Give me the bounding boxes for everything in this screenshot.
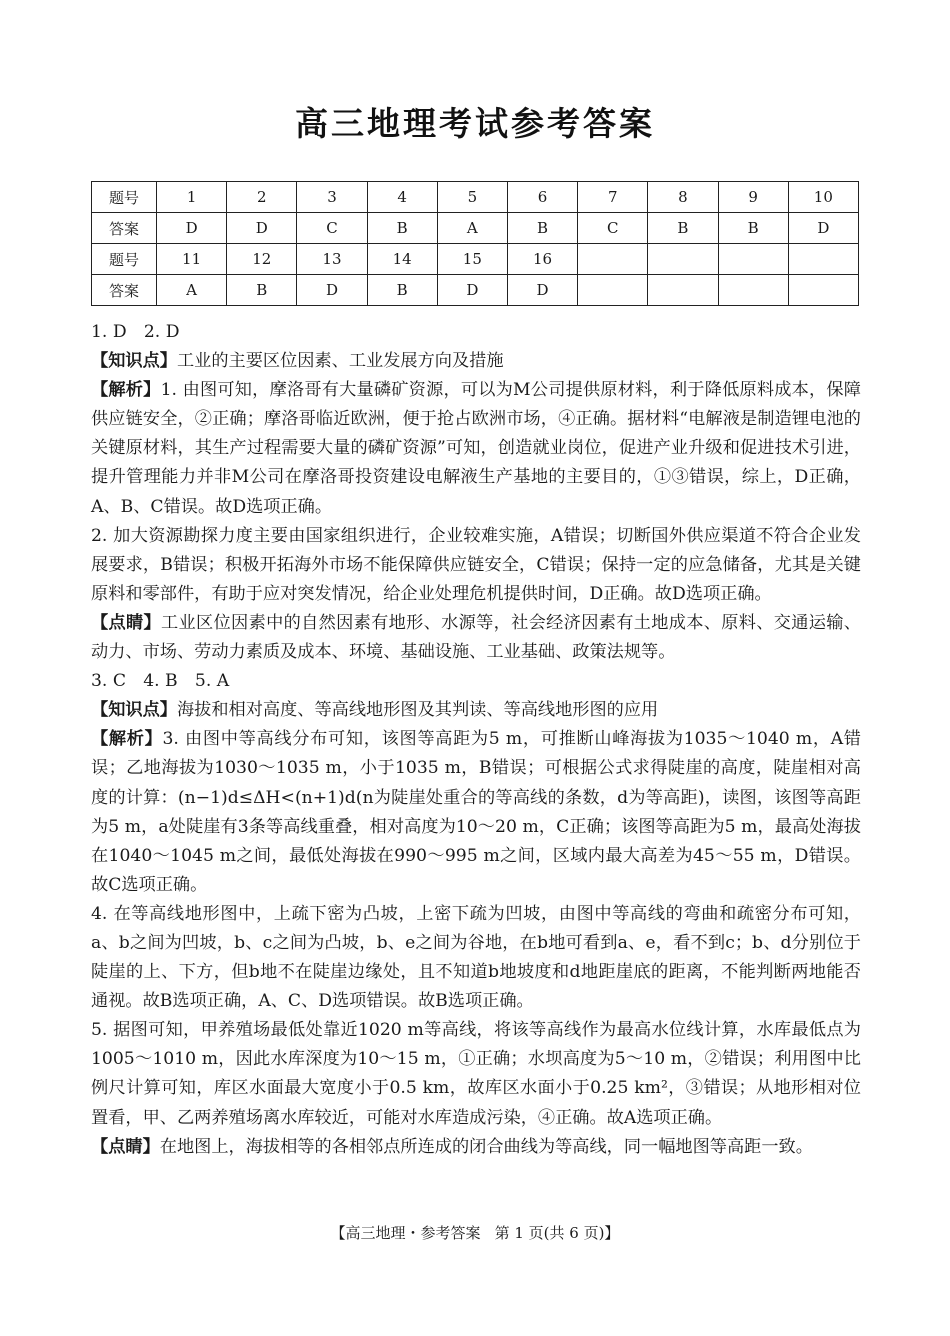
section-2-header: 3. C 4. B 5. A bbox=[91, 671, 230, 692]
answer-explanations bbox=[91, 318, 861, 1162]
question-number-cell: 1 bbox=[157, 182, 227, 213]
answer-cell: B bbox=[648, 213, 718, 244]
q1-analysis-text: 1. 由图可知，摩洛哥有大量磷矿资源，可以为M公司提供原材料，利于降低原料成本，保障供应链安全，②正确；摩洛哥临近欧洲，便于抢占欧洲市场，④正确。据材料“电解液是制造锂电池的关键原材料，其生产过程需要大量的磷矿资源”可知，创造就业岗位，促进产业升级和促进技术引进，提升管理能力并非M公司在摩洛哥投资建设电解液生产基地的主要目的，①③错误，综上，D正确，A、B、C错误。故D选项正确。 bbox=[91, 380, 861, 517]
answer-cell: B bbox=[367, 213, 437, 244]
question-number-cell: 13 bbox=[297, 244, 367, 275]
row-label-answer: 答案 bbox=[92, 213, 157, 244]
question-number-cell: 7 bbox=[578, 182, 648, 213]
answer-cell: D bbox=[157, 213, 227, 244]
answer-table bbox=[91, 181, 859, 306]
section-1-analysis-q1 bbox=[91, 376, 861, 521]
page-title: 高三地理考试参考答案 bbox=[295, 104, 655, 143]
question-number-cell: 14 bbox=[367, 244, 437, 275]
answer-cell: B bbox=[718, 213, 788, 244]
footer-page-number: 第 1 页(共 6 页)】 bbox=[494, 1224, 620, 1242]
q4-analysis-text: 4. 在等高线地形图中，上疏下密为凸坡，上密下疏为凹坡，由图中等高线的弯曲和疏密分布可知，a、b之间为凹坡，b、c之间为凸坡，b、e之间为谷地，在b地可看到a、e，看不到c；b、d分别位于陡崖的上、下方，但b地不在陡崖边缘处，且不知道b地坡度和d地距崖底的距离，不能判断两地能否通视。故B选项正确，A、C、D选项错误。故B选项正确。 bbox=[91, 903, 861, 1012]
answer-row bbox=[92, 213, 859, 244]
question-number-cell: 15 bbox=[437, 244, 507, 275]
knowledge-tag: 【知识点】 bbox=[91, 700, 177, 721]
answer-cell: C bbox=[578, 213, 648, 244]
question-number-cell: 4 bbox=[367, 182, 437, 213]
row-label-answer: 答案 bbox=[92, 275, 157, 306]
analysis-tag: 【解析】 bbox=[91, 380, 161, 401]
question-number-cell: 12 bbox=[227, 244, 297, 275]
question-number-cell bbox=[648, 244, 718, 275]
question-number-cell: 5 bbox=[437, 182, 507, 213]
answer-cell: D bbox=[507, 275, 577, 306]
answer-cell bbox=[788, 275, 858, 306]
section-1-comment-text: 工业区位因素中的自然因素有地形、水源等，社会经济因素有土地成本、原料、交通运输、动力、市场、劳动力素质及成本、环境、基础设施、工业基础、政策法规等。 bbox=[91, 612, 861, 663]
answer-table-body bbox=[92, 182, 859, 306]
section-1-knowledge-text: 工业的主要区位因素、工业发展方向及措施 bbox=[176, 351, 504, 372]
answer-cell: C bbox=[297, 213, 367, 244]
q3-analysis-text: 3. 由图中等高线分布可知，该图等高距为5 m，可推断山峰海拔为1035～1040 m，A错误；乙地海拔为1030～1035 m，小于1035 m，B错误；可根据公式求得陡崖的高度，陡崖相对高度的计算：(n−1)d≤ΔH<(n+1)d(n为陡崖处重合的等高线的条数，d为等高距)，读图，该图等高距为5 m，a处陡崖有3条等高线重叠，相对高度为10～20 m，C正确；该图等高距为5 m，最高处海拔在1040～1045 m之间，最低处海拔在990～995 m之间，区域内最大高差为45～55 m，D错误。故C选项正确。 bbox=[91, 729, 861, 895]
answer-cell: B bbox=[367, 275, 437, 306]
question-number-cell: 10 bbox=[788, 182, 858, 213]
section-1-comment bbox=[91, 609, 861, 667]
question-number-cell: 11 bbox=[157, 244, 227, 275]
question-number-cell: 2 bbox=[227, 182, 297, 213]
comment-tag: 【点睛】 bbox=[91, 1136, 160, 1157]
answer-row bbox=[92, 275, 859, 306]
question-number-cell bbox=[578, 244, 648, 275]
answer-cell: A bbox=[437, 213, 507, 244]
answer-cell: D bbox=[788, 213, 858, 244]
section-2-analysis-q3 bbox=[91, 725, 861, 900]
question-number-cell bbox=[718, 244, 788, 275]
section-1-knowledge bbox=[91, 347, 861, 376]
answer-cell: D bbox=[227, 213, 297, 244]
answer-cell: D bbox=[437, 275, 507, 306]
question-number-row bbox=[92, 244, 859, 275]
knowledge-tag: 【知识点】 bbox=[91, 351, 177, 372]
answer-cell bbox=[648, 275, 718, 306]
question-number-cell: 16 bbox=[507, 244, 577, 275]
answer-cell bbox=[718, 275, 788, 306]
answer-cell: B bbox=[227, 275, 297, 306]
question-number-cell: 6 bbox=[507, 182, 577, 213]
question-number-row bbox=[92, 182, 859, 213]
row-label-question: 题号 bbox=[92, 244, 157, 275]
q2-analysis-text: 2. 加大资源勘探力度主要由国家组织进行，企业较难实施，A错误；切断国外供应渠道不符合企业发展要求，B错误；积极开拓海外市场不能保障供应链安全，C错误；保持一定的应急储备，尤其是关键原料和零部件，有助于应对突发情况，给企业处理危机提供时间，D正确。故D选项正确。 bbox=[91, 525, 861, 604]
page-footer bbox=[0, 1222, 950, 1243]
answer-cell: B bbox=[507, 213, 577, 244]
answer-cell: A bbox=[157, 275, 227, 306]
footer-subject: 【高三地理・参考答案 bbox=[330, 1224, 481, 1242]
question-number-cell: 3 bbox=[297, 182, 367, 213]
answer-cell: D bbox=[297, 275, 367, 306]
analysis-tag: 【解析】 bbox=[91, 729, 163, 750]
question-number-cell bbox=[788, 244, 858, 275]
section-2-comment-text: 在地图上，海拔相等的各相邻点所连成的闭合曲线为等高线，同一幅地图等高距一致。 bbox=[159, 1136, 813, 1157]
section-1-header: 1. D 2. D bbox=[91, 322, 180, 342]
question-number-cell: 8 bbox=[648, 182, 718, 213]
question-number-cell: 9 bbox=[718, 182, 788, 213]
section-2-knowledge bbox=[91, 696, 861, 725]
answer-cell bbox=[578, 275, 648, 306]
section-2-knowledge-text: 海拔和相对高度、等高线地形图及其判读、等高线地形图的应用 bbox=[176, 700, 659, 721]
section-2-comment bbox=[91, 1133, 861, 1162]
row-label-question: 题号 bbox=[92, 182, 157, 213]
q5-analysis-text: 5. 据图可知，甲养殖场最低处靠近1020 m等高线，将该等高线作为最高水位线计算，水库最低点为1005～1010 m，因此水库深度为10～15 m，①正确；水坝高度为5～10 m，②错误；利用图中比例尺计算可知，库区水面最大宽度小于0.5 km，故库区水面小于0.25 km²，③错误；从地形相对位置看，甲、乙两养殖场离水库较近，可能对水库造成污染，④正确。故A选项正确。 bbox=[91, 1020, 861, 1128]
comment-tag: 【点睛】 bbox=[91, 612, 162, 633]
